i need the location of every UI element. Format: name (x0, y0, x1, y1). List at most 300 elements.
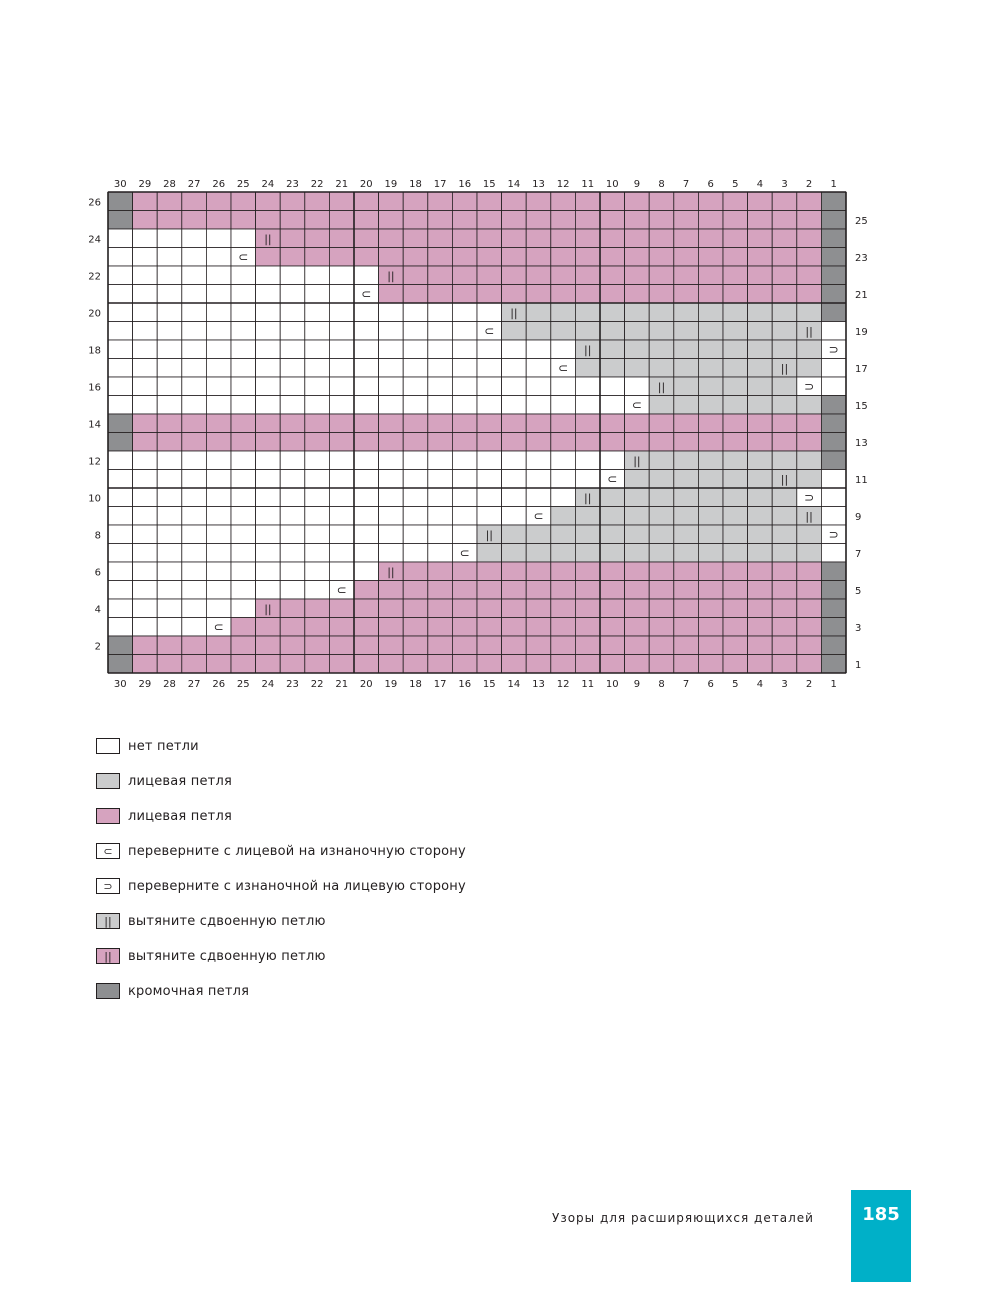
cell-symbol: ⊃ (804, 490, 815, 505)
chart-cell (526, 285, 551, 304)
chart-cell (821, 470, 846, 489)
chart-cell (108, 285, 133, 304)
chart-cell (748, 340, 773, 359)
chart-cell (452, 655, 477, 674)
chart-cell (379, 470, 404, 489)
chart-cell (428, 451, 453, 470)
chart-cell (477, 248, 502, 267)
chart-cell (723, 192, 748, 211)
chart-cell (133, 248, 158, 267)
legend-label: вытяните сдвоенную петлю (128, 948, 326, 964)
chart-cell (452, 599, 477, 618)
chart-cell (305, 636, 330, 655)
chart-cell (748, 544, 773, 563)
chart-cell (354, 414, 379, 433)
row-label-left: 24 (88, 234, 101, 246)
column-label-bottom: 9 (633, 679, 641, 690)
chart-cell (379, 599, 404, 618)
chart-cell (108, 451, 133, 470)
chart-cell (256, 414, 281, 433)
chart-cell (108, 192, 133, 211)
chart-cell (502, 581, 527, 600)
chart-cell (329, 377, 354, 396)
chart-cell (821, 618, 846, 637)
chart-cell (575, 507, 600, 526)
chart-cell (477, 581, 502, 600)
chart-cell (157, 599, 182, 618)
chart-cell (748, 303, 773, 322)
row-label-right: 1 (855, 659, 862, 671)
chart-cell (698, 359, 723, 378)
column-label-top: 19 (384, 179, 398, 190)
chart-cell (477, 618, 502, 637)
chart-cell (797, 229, 822, 248)
chart-cell (256, 248, 281, 267)
chart-cell (108, 322, 133, 341)
cell-symbol: ⊂ (361, 286, 372, 301)
chart-cell (821, 544, 846, 563)
chart-cell (329, 451, 354, 470)
chart-cell (452, 285, 477, 304)
chart-cell (133, 229, 158, 248)
chart-cell (600, 266, 625, 285)
chart-cell (182, 636, 207, 655)
chart-cell (182, 211, 207, 230)
chart-cell (625, 525, 650, 544)
column-label-bottom: 13 (532, 679, 545, 690)
chart-cell (452, 340, 477, 359)
chart-cell (182, 414, 207, 433)
chart-cell (625, 544, 650, 563)
chart-cell (182, 303, 207, 322)
chart-cell (452, 636, 477, 655)
chart-cell (108, 229, 133, 248)
chart-cell (379, 248, 404, 267)
chart-cell (182, 322, 207, 341)
chart-cell (772, 340, 797, 359)
chart-cell (256, 581, 281, 600)
chart-cell (403, 192, 428, 211)
chart-cell (723, 618, 748, 637)
chart-cell (723, 525, 748, 544)
chart-cell (625, 303, 650, 322)
chart-cell (157, 488, 182, 507)
chart-cell (723, 636, 748, 655)
chart-cell (379, 433, 404, 452)
chart-cell (206, 340, 231, 359)
chart-cell (748, 618, 773, 637)
row-label-left: 12 (88, 456, 101, 468)
chart-cell (502, 229, 527, 248)
chart-cell (182, 525, 207, 544)
chart-cell (157, 248, 182, 267)
row-label-left: 22 (88, 271, 101, 283)
chart-cell (428, 470, 453, 489)
chart-cell (502, 322, 527, 341)
chart-cell (575, 581, 600, 600)
chart-cell (305, 248, 330, 267)
chart-cell (502, 544, 527, 563)
chart-cell (526, 359, 551, 378)
chart-cell (108, 433, 133, 452)
chart-cell (231, 525, 256, 544)
chart-cell (379, 340, 404, 359)
chart-cell (797, 285, 822, 304)
chart-cell (698, 396, 723, 415)
chart-cell (182, 285, 207, 304)
chart-cell (477, 340, 502, 359)
column-label-bottom: 8 (658, 679, 665, 690)
chart-cell (403, 248, 428, 267)
chart-cell (772, 544, 797, 563)
chart-cell (182, 377, 207, 396)
chart-cell (526, 322, 551, 341)
chart-cell (452, 525, 477, 544)
chart-cell (551, 451, 576, 470)
chart-cell (772, 655, 797, 674)
chart-cell (379, 507, 404, 526)
chart-cell (772, 507, 797, 526)
chart-cell (133, 414, 158, 433)
chart-cell (428, 488, 453, 507)
chart-cell (526, 562, 551, 581)
chart-cell (821, 359, 846, 378)
chart-cell (403, 303, 428, 322)
chart-cell (305, 488, 330, 507)
cell-symbol: ⊂ (533, 508, 544, 523)
chart-cell (748, 488, 773, 507)
chart-cell (182, 396, 207, 415)
chart-cell (305, 396, 330, 415)
chart-cell (723, 544, 748, 563)
chart-cell (305, 211, 330, 230)
chart-cell (206, 377, 231, 396)
chart-cell (206, 599, 231, 618)
chart-cell (625, 359, 650, 378)
chart-cell (133, 359, 158, 378)
column-label-top: 5 (732, 179, 739, 190)
chart-cell (649, 433, 674, 452)
chart-cell (108, 599, 133, 618)
chart-cell (625, 322, 650, 341)
chart-cell (649, 192, 674, 211)
chart-cell (526, 451, 551, 470)
chart-cell (575, 192, 600, 211)
chart-cell (329, 544, 354, 563)
chart-cell (526, 488, 551, 507)
chart-cell (280, 359, 305, 378)
chart-cell (723, 322, 748, 341)
chart-cell (477, 303, 502, 322)
chart-cell (280, 507, 305, 526)
chart-cell (256, 562, 281, 581)
chart-cell (280, 303, 305, 322)
chart-cell (502, 562, 527, 581)
column-label-bottom: 10 (605, 679, 619, 690)
cell-symbol: || (583, 491, 592, 505)
column-label-top: 16 (458, 179, 472, 190)
chart-cell (108, 211, 133, 230)
chart-cell (280, 599, 305, 618)
chart-cell (305, 359, 330, 378)
chart-cell (698, 451, 723, 470)
chart-cell (108, 340, 133, 359)
chart-cell (280, 285, 305, 304)
legend-label: лицевая петля (128, 773, 232, 789)
chart-cell (698, 562, 723, 581)
chart-cell (674, 192, 699, 211)
chart-cell (649, 636, 674, 655)
chart-cell (526, 377, 551, 396)
chart-cell (133, 544, 158, 563)
chart-cell (723, 266, 748, 285)
chart-cell (748, 470, 773, 489)
chart-cell (649, 581, 674, 600)
chart-cell (329, 507, 354, 526)
chart-cell (600, 581, 625, 600)
chart-cell (182, 488, 207, 507)
chart-cell (403, 655, 428, 674)
chart-cell (329, 340, 354, 359)
chart-cell (157, 377, 182, 396)
chart-cell (452, 211, 477, 230)
chart-cell (821, 488, 846, 507)
chart-cell (452, 229, 477, 248)
chart-cell (551, 599, 576, 618)
chart-cell (649, 248, 674, 267)
chart-cell (649, 655, 674, 674)
legend-item (96, 946, 326, 966)
chart-cell (329, 488, 354, 507)
chart-cell (649, 525, 674, 544)
chart-cell (379, 396, 404, 415)
chart-cell (305, 322, 330, 341)
chart-cell (674, 248, 699, 267)
chart-cell (305, 655, 330, 674)
chart-cell (108, 655, 133, 674)
chart-cell (551, 618, 576, 637)
chart-cell (797, 655, 822, 674)
chart-cell (133, 507, 158, 526)
chart-cell (674, 636, 699, 655)
chart-cell (698, 211, 723, 230)
chart-cell (354, 470, 379, 489)
chart-cell (256, 211, 281, 230)
chart-cell (649, 562, 674, 581)
chart-cell (600, 285, 625, 304)
chart-cell (600, 377, 625, 396)
chart-cell (108, 636, 133, 655)
chart-cell (502, 470, 527, 489)
chart-cell (108, 377, 133, 396)
chart-cell (821, 285, 846, 304)
chart-cell (625, 433, 650, 452)
chart-cell (797, 248, 822, 267)
row-label-left: 10 (88, 493, 101, 505)
column-label-bottom: 5 (732, 679, 739, 690)
chart-cell (477, 544, 502, 563)
chart-cell (329, 229, 354, 248)
row-label-right: 25 (855, 215, 868, 227)
chart-cell (821, 396, 846, 415)
chart-cell (157, 211, 182, 230)
chart-cell (600, 655, 625, 674)
column-label-top: 14 (507, 179, 521, 190)
chart-cell (428, 266, 453, 285)
chart-cell (256, 488, 281, 507)
chart-cell (403, 285, 428, 304)
chart-cell (379, 544, 404, 563)
chart-cell (280, 488, 305, 507)
column-label-bottom: 20 (359, 679, 373, 690)
chart-cell (379, 229, 404, 248)
chart-cell (821, 414, 846, 433)
chart-cell (354, 562, 379, 581)
chart-cell (625, 581, 650, 600)
chart-cell (305, 562, 330, 581)
chart-cell (698, 192, 723, 211)
column-label-bottom: 7 (682, 679, 690, 690)
chart-cell (354, 322, 379, 341)
chart-cell (502, 211, 527, 230)
chart-cell (821, 636, 846, 655)
chart-cell (649, 544, 674, 563)
chart-cell (748, 396, 773, 415)
cell-symbol: ⊂ (484, 323, 495, 338)
chart-cell (206, 581, 231, 600)
chart-cell (551, 192, 576, 211)
chart-cell (379, 636, 404, 655)
chart-cell (379, 488, 404, 507)
chart-cell (206, 414, 231, 433)
row-label-right: 17 (855, 363, 868, 375)
chart-cell (821, 192, 846, 211)
chart-cell (108, 359, 133, 378)
chart-cell (403, 229, 428, 248)
chart-cell (428, 340, 453, 359)
chart-cell (477, 562, 502, 581)
chart-cell (157, 285, 182, 304)
chart-cell (231, 414, 256, 433)
chart-cell (649, 396, 674, 415)
chart-cell (305, 340, 330, 359)
chart-cell (625, 562, 650, 581)
chart-cell (625, 285, 650, 304)
chart-cell (723, 285, 748, 304)
chart-cell (600, 544, 625, 563)
chart-cell (674, 211, 699, 230)
chart-cell (477, 655, 502, 674)
row-label-left: 6 (94, 567, 101, 579)
chart-cell (329, 414, 354, 433)
row-label-left: 18 (88, 345, 101, 357)
chart-cell (772, 285, 797, 304)
chart-cell (625, 599, 650, 618)
chart-cell (797, 359, 822, 378)
chart-cell (305, 525, 330, 544)
chart-cell (256, 192, 281, 211)
chart-cell (354, 340, 379, 359)
chart-cell (772, 599, 797, 618)
chart-cell (305, 266, 330, 285)
chart-cell (354, 211, 379, 230)
chart-cell (600, 636, 625, 655)
chart-cell (403, 322, 428, 341)
chart-cell (551, 581, 576, 600)
chart-cell (649, 507, 674, 526)
chart-cell (231, 396, 256, 415)
chart-cell (231, 451, 256, 470)
chart-cell (723, 451, 748, 470)
chart-cell (231, 377, 256, 396)
chart-cell (821, 507, 846, 526)
chart-cell (428, 581, 453, 600)
chart-cell (723, 507, 748, 526)
chart-cell (551, 303, 576, 322)
chart-cell (575, 433, 600, 452)
chart-cell (157, 636, 182, 655)
chart-cell (256, 451, 281, 470)
chart-cell (674, 396, 699, 415)
chart-cell (772, 525, 797, 544)
chart-cell (674, 544, 699, 563)
chart-cell (600, 488, 625, 507)
symbol-glyph: ⊂ (103, 844, 113, 858)
legend-item (96, 771, 232, 791)
chart-cell (452, 451, 477, 470)
chart-cell (698, 414, 723, 433)
row-label-right: 11 (855, 474, 868, 486)
chart-cell (797, 525, 822, 544)
row-label-left: 4 (94, 604, 101, 616)
column-label-top: 3 (781, 179, 788, 190)
chart-cell (772, 396, 797, 415)
chart-cell (649, 211, 674, 230)
chart-cell (551, 211, 576, 230)
column-label-bottom: 27 (187, 679, 201, 690)
cell-symbol: || (264, 232, 272, 246)
chart-cell (698, 285, 723, 304)
chart-cell (280, 618, 305, 637)
chart-cell (231, 303, 256, 322)
chart-cell (452, 433, 477, 452)
chart-cell (206, 433, 231, 452)
legend-label: вытяните сдвоенную петлю (128, 913, 326, 929)
chart-cell (772, 266, 797, 285)
chart-cell (231, 507, 256, 526)
cell-symbol: || (510, 306, 518, 320)
chart-cell (403, 266, 428, 285)
chart-cell (625, 618, 650, 637)
chart-cell (428, 396, 453, 415)
chart-cell (379, 655, 404, 674)
chart-cell (182, 359, 207, 378)
chart-cell (157, 192, 182, 211)
chart-cell (354, 396, 379, 415)
column-label-bottom: 24 (261, 679, 275, 690)
chart-cell (206, 488, 231, 507)
chart-cell (231, 192, 256, 211)
chart-cell (108, 248, 133, 267)
chart-cell (797, 618, 822, 637)
chart-cell (280, 192, 305, 211)
chart-cell (256, 303, 281, 322)
chart-cell (477, 470, 502, 489)
chart-cell (502, 192, 527, 211)
chart-cell (551, 507, 576, 526)
chart-cell (723, 433, 748, 452)
legend-item (96, 841, 466, 861)
